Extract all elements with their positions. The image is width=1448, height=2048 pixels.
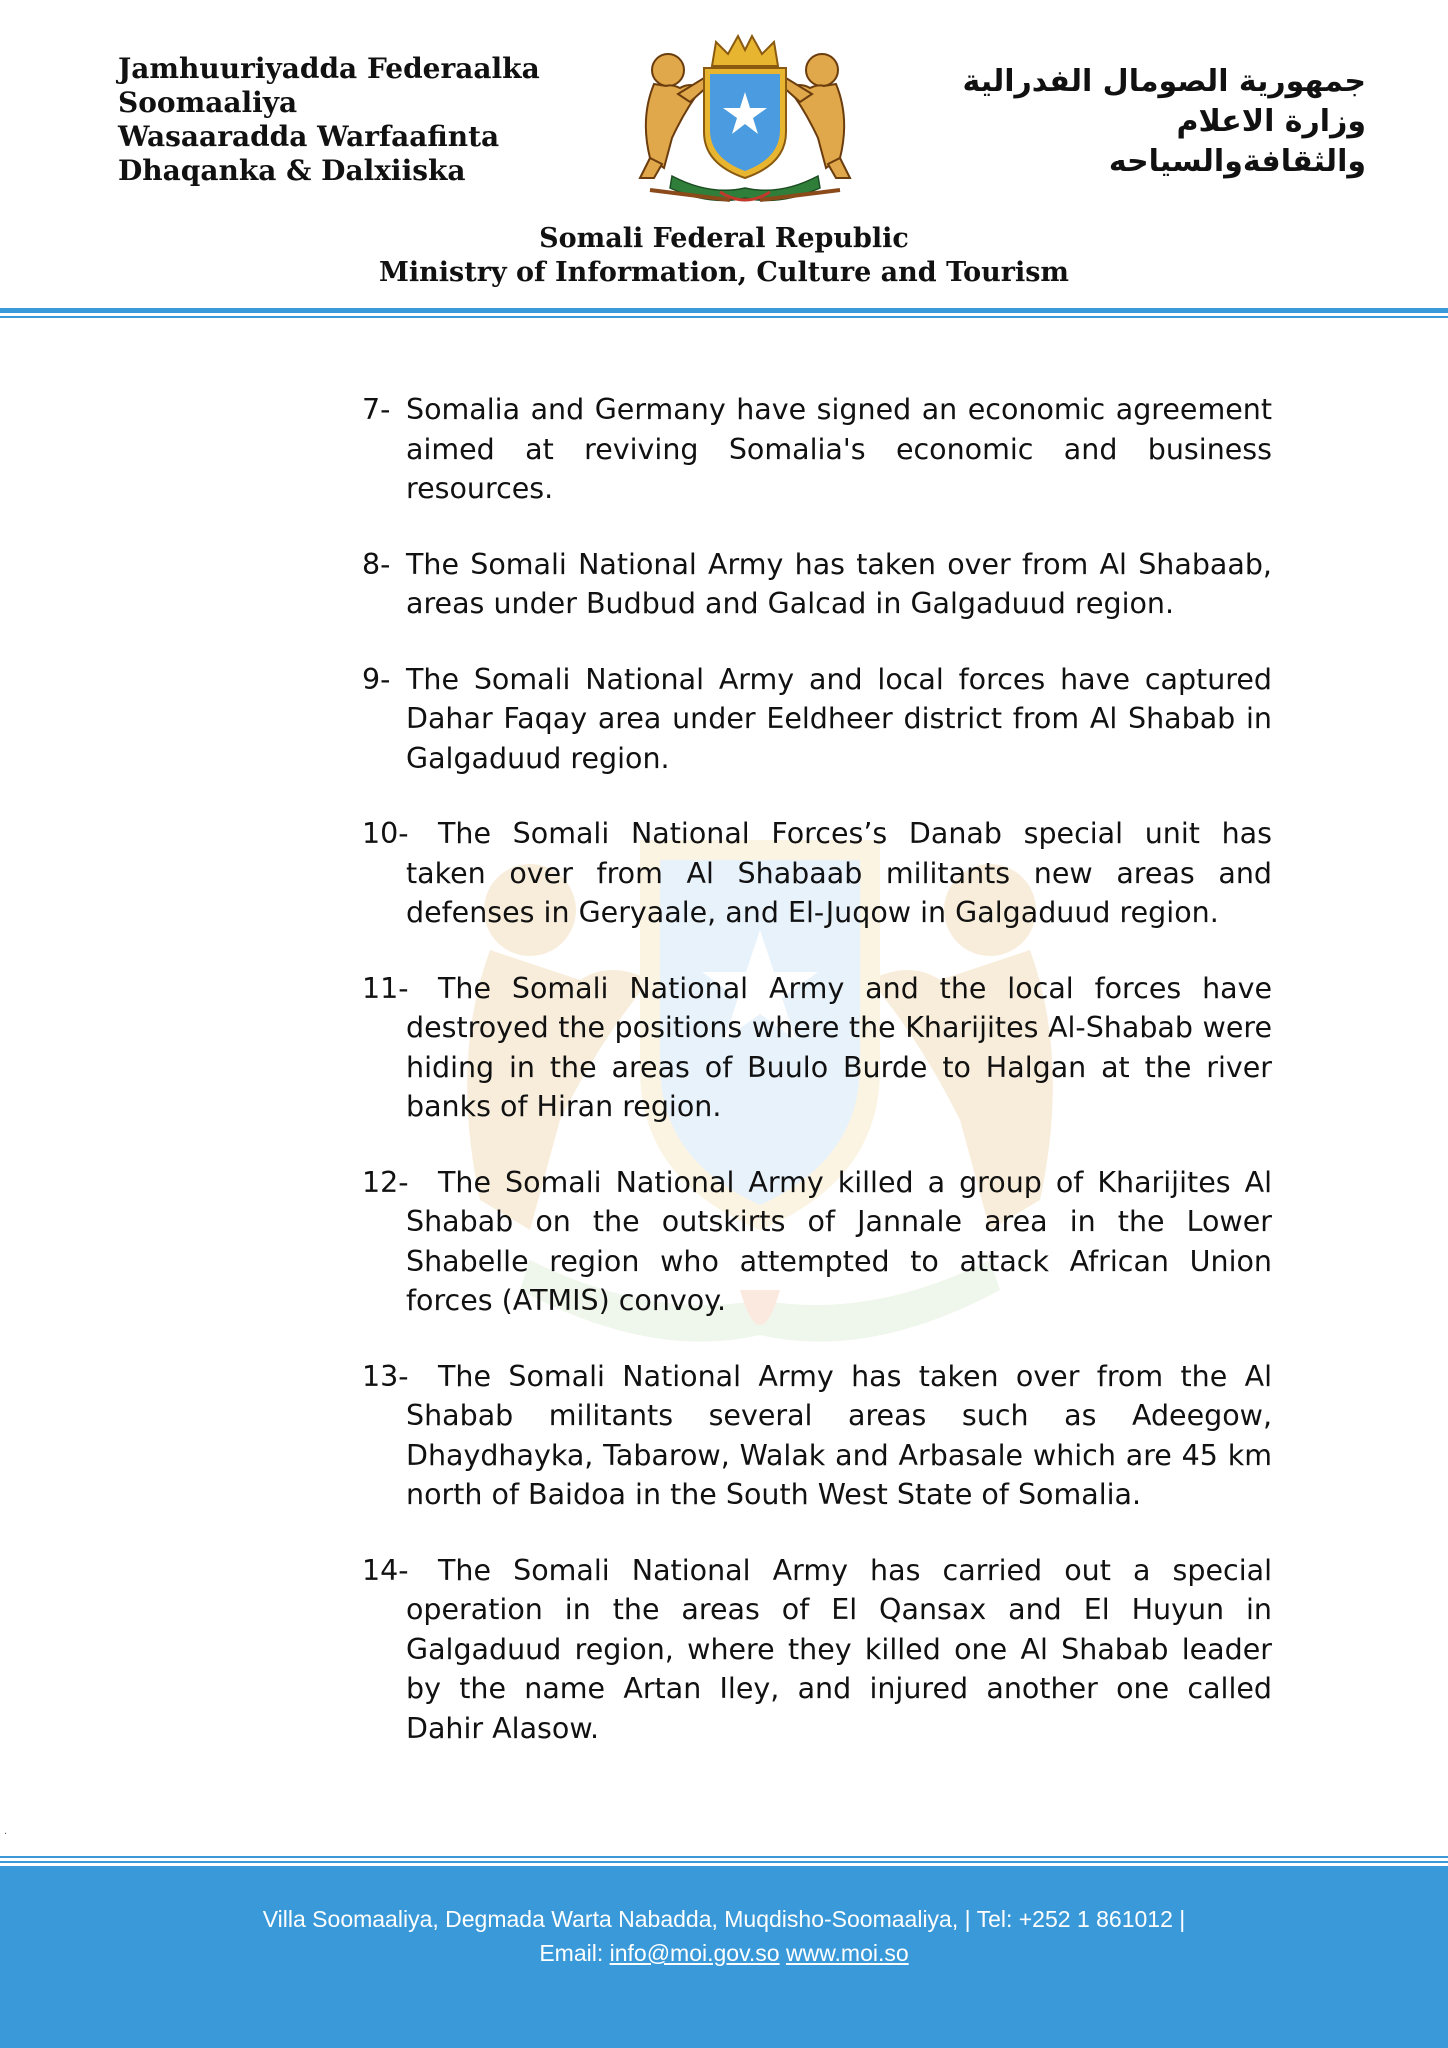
list-item-number: 8- bbox=[362, 547, 391, 581]
header-arabic-line: والثقافةوالسياحه bbox=[1108, 144, 1366, 179]
list-item-text: The Somali National Army has taken over from the Al Shabab militants several areas such as Adeegow, Dhaydhayka, Tabarow, Walak and Arbasale which are 45 km north of Baidoa in the South West State of Somalia. bbox=[406, 1359, 1272, 1511]
list-item-text: The Somali National Forces’s Danab special unit has taken over from Al Shabaab militants new areas and defenses in Geryaale, and El-Juqow in Galgaduud region. bbox=[406, 817, 1272, 929]
list-item-text: The Somali National Army and the local forces have destroyed the positions where the Kharijites Al-Shabab were hiding in the areas of Buulo Burde to Halgan at the river banks of Hiran region. bbox=[406, 971, 1272, 1123]
footer-contact bbox=[0, 1936, 1448, 1970]
list-item-number: 13- bbox=[362, 1359, 409, 1393]
header-somali-line: Dhaqanka & Dalxiiska bbox=[118, 154, 466, 187]
list-item-number: 10- bbox=[362, 817, 409, 850]
stray-mark: . bbox=[4, 1826, 8, 1837]
list-item bbox=[362, 1357, 1272, 1515]
header-divider bbox=[0, 308, 1448, 313]
list-item bbox=[362, 814, 1272, 933]
list-item-text: The Somali National Army killed a group of Kharijites Al Shabab on the outskirts of Jannale area in the Lower Shabelle region who attempted to attack African Union forces (ATMIS) convoy. bbox=[406, 1165, 1272, 1317]
header-arabic-line: جمهورية الصومال الفدرالية bbox=[962, 64, 1366, 99]
list-item bbox=[362, 660, 1272, 779]
list-item-number: 9- bbox=[362, 662, 391, 696]
footer-divider-thin bbox=[0, 1861, 1448, 1863]
header-somali-line: Soomaaliya bbox=[118, 86, 298, 119]
footer-email-label: Email: bbox=[539, 1940, 604, 1966]
news-list bbox=[362, 390, 1272, 1784]
list-item-text: The Somali National Army has taken over from Al Shabaab, areas under Budbud and Galcad in Galgaduud region. bbox=[406, 547, 1272, 620]
list-item bbox=[362, 969, 1272, 1127]
footer bbox=[0, 1866, 1448, 2048]
list-item bbox=[362, 390, 1272, 509]
footer-divider bbox=[0, 1856, 1448, 1858]
list-item bbox=[362, 1163, 1272, 1321]
header-somali-line: Jamhuuriyadda Federaalka bbox=[118, 52, 540, 85]
footer-website-link[interactable]: www.moi.so bbox=[785, 1940, 909, 1966]
list-item-number: 7- bbox=[362, 393, 391, 426]
list-item-number: 12- bbox=[362, 1165, 409, 1199]
header-english-title bbox=[0, 222, 1448, 290]
list-item bbox=[362, 1551, 1272, 1749]
list-item-text: The Somali National Army and local forces have captured Dahar Faqay area under Eeldheer district from Al Shabab in Galgaduud region. bbox=[406, 662, 1272, 775]
header-arabic-line: وزارة الاعلام bbox=[1176, 104, 1366, 139]
header-arabic-title bbox=[906, 62, 1366, 182]
header-divider-thin bbox=[0, 316, 1448, 318]
header-somali-title bbox=[118, 52, 558, 188]
list-item-number: 14- bbox=[362, 1553, 409, 1587]
footer-address: Villa Soomaaliya, Degmada Warta Nabadda, Muqdisho-Soomaaliya, | Tel: +252 1 861012 | bbox=[262, 1906, 1186, 1932]
list-item-number: 11- bbox=[362, 971, 409, 1005]
header-somali-line: Wasaaradda Warfaafinta bbox=[118, 120, 500, 153]
footer-email-link[interactable]: info@moi.gov.so bbox=[609, 1940, 780, 1966]
header-republic-line: Somali Federal Republic bbox=[539, 223, 909, 254]
somalia-coat-of-arms-icon bbox=[620, 28, 870, 208]
list-item bbox=[362, 545, 1272, 624]
list-item-text: Somalia and Germany have signed an economic agreement aimed at reviving Somalia's economic and business resources. bbox=[406, 393, 1272, 505]
list-item-text: The Somali National Army has carried out a special operation in the areas of El Qansax and El Huyun in Galgaduud region, where they killed one Al Shabab leader by the name Artan Iley, and injured another one called Dahir Alasow. bbox=[406, 1553, 1272, 1745]
header-ministry-line: Ministry of Information, Culture and Tourism bbox=[379, 257, 1069, 288]
